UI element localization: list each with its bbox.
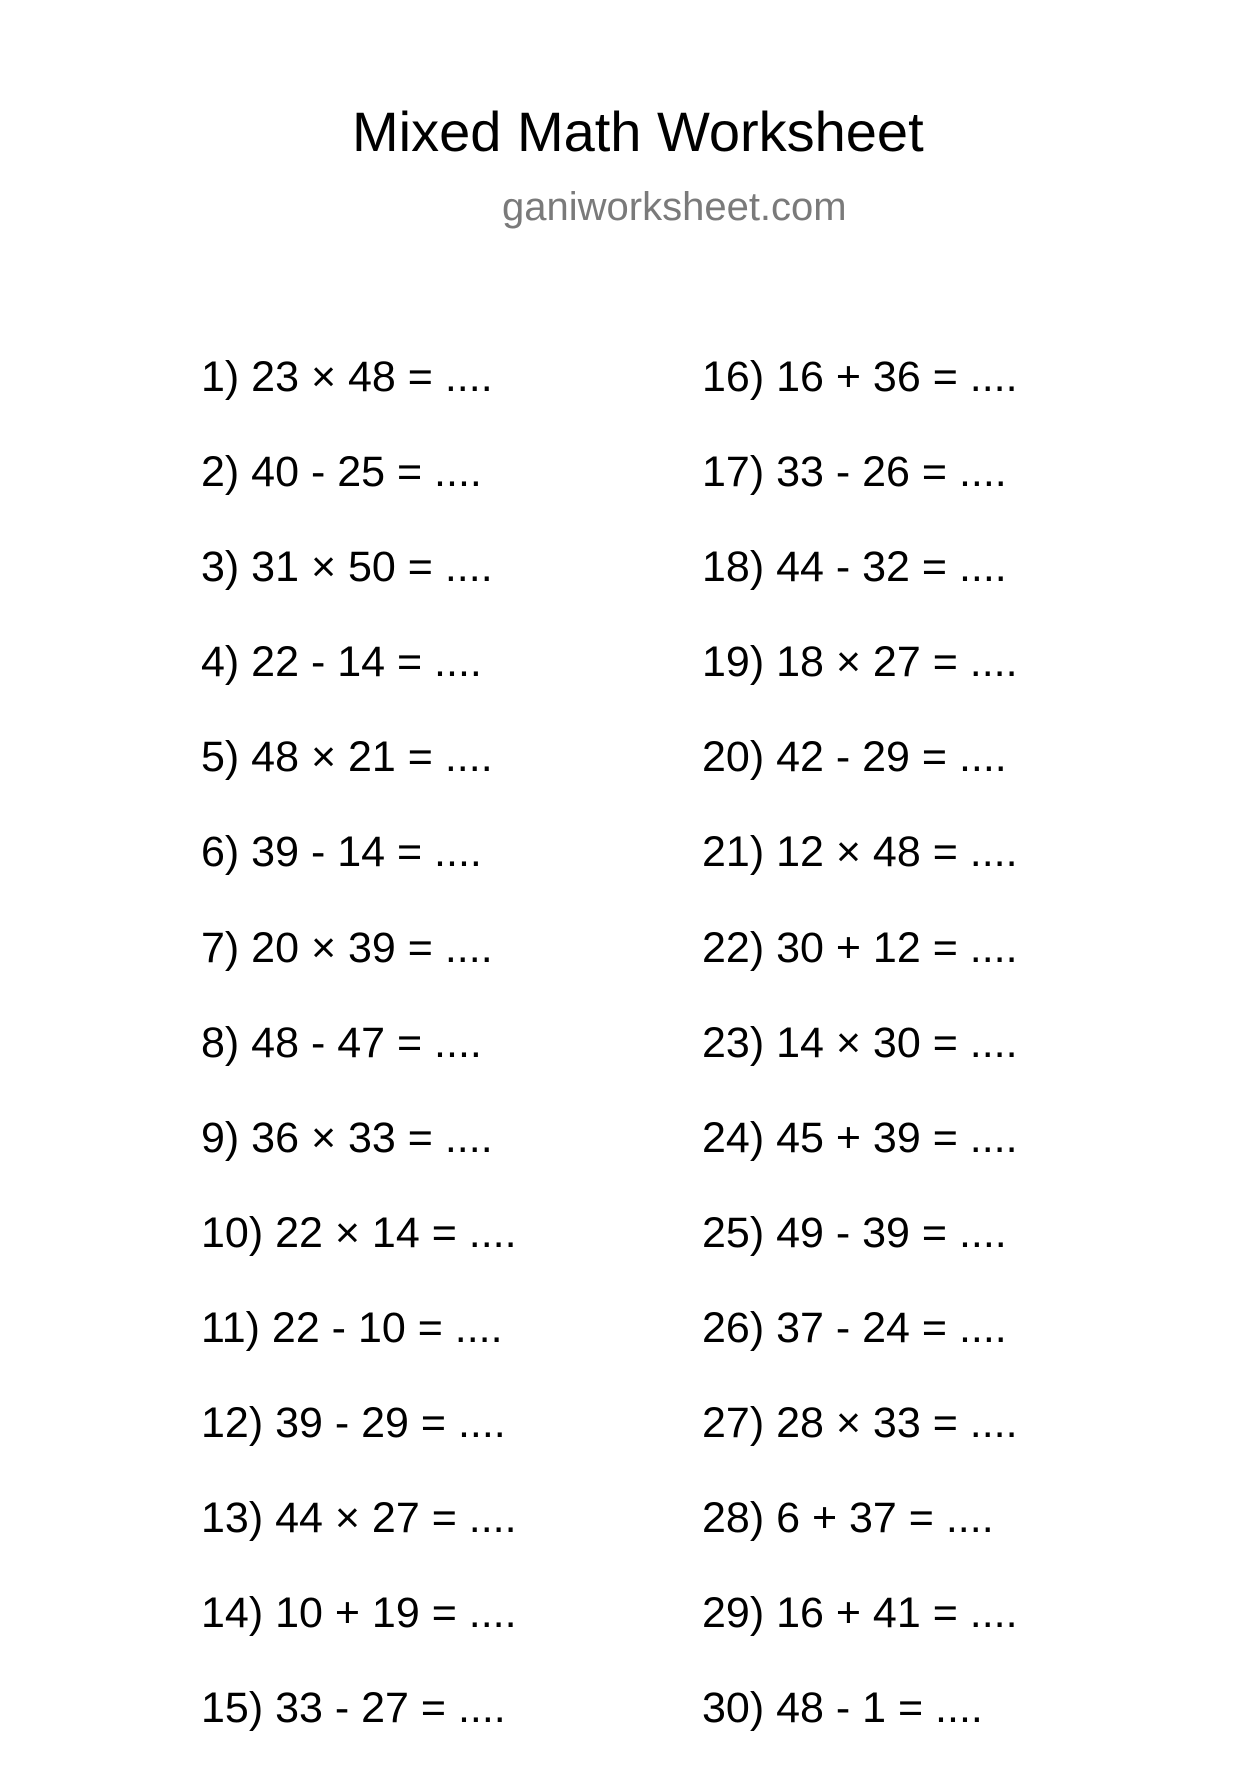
problem-item: 13) 44 × 27 = .... bbox=[201, 1494, 517, 1543]
problem-item: 10) 22 × 14 = .... bbox=[201, 1208, 517, 1257]
problem-item: 7) 20 × 39 = .... bbox=[201, 923, 493, 972]
problem-item: 3) 31 × 50 = .... bbox=[201, 543, 493, 592]
problem-item: 4) 22 - 14 = .... bbox=[201, 638, 482, 687]
page-title: Mixed Math Worksheet bbox=[352, 100, 924, 163]
problem-item: 22) 30 + 12 = .... bbox=[702, 923, 1018, 972]
problem-item: 11) 22 - 10 = .... bbox=[201, 1303, 503, 1352]
problem-item: 15) 33 - 27 = .... bbox=[201, 1684, 506, 1733]
problem-item: 1) 23 × 48 = .... bbox=[201, 353, 493, 401]
problem-item: 26) 37 - 24 = .... bbox=[702, 1303, 1007, 1352]
problem-item: 19) 18 × 27 = .... bbox=[702, 638, 1018, 687]
problem-item: 29) 16 + 41 = .... bbox=[702, 1589, 1018, 1638]
problem-item: 2) 40 - 25 = .... bbox=[201, 448, 482, 497]
problem-item: 8) 48 - 47 = .... bbox=[201, 1018, 482, 1067]
problem-item: 18) 44 - 32 = .... bbox=[702, 543, 1007, 592]
problem-item: 28) 6 + 37 = .... bbox=[702, 1494, 994, 1543]
problem-item: 12) 39 - 29 = .... bbox=[201, 1399, 506, 1448]
problem-item: 17) 33 - 26 = .... bbox=[702, 448, 1007, 497]
problem-item: 30) 48 - 1 = .... bbox=[702, 1684, 983, 1733]
problem-column-right bbox=[702, 352, 1182, 1778]
problem-column-left bbox=[201, 352, 681, 1778]
problem-item: 14) 10 + 19 = .... bbox=[201, 1589, 517, 1638]
problem-item: 5) 48 × 21 = .... bbox=[201, 733, 493, 782]
problem-item: 23) 14 × 30 = .... bbox=[702, 1018, 1018, 1067]
problem-item: 21) 12 × 48 = .... bbox=[702, 828, 1018, 877]
problem-item: 6) 39 - 14 = .... bbox=[201, 828, 482, 877]
problem-item: 20) 42 - 29 = .... bbox=[702, 733, 1007, 782]
problem-item: 27) 28 × 33 = .... bbox=[702, 1399, 1018, 1448]
source-website: ganiworksheet.com bbox=[502, 185, 847, 229]
problem-item: 16) 16 + 36 = .... bbox=[702, 353, 1018, 401]
problem-item: 9) 36 × 33 = .... bbox=[201, 1113, 493, 1162]
problem-item: 24) 45 + 39 = .... bbox=[702, 1113, 1018, 1162]
problem-item: 25) 49 - 39 = .... bbox=[702, 1208, 1007, 1257]
